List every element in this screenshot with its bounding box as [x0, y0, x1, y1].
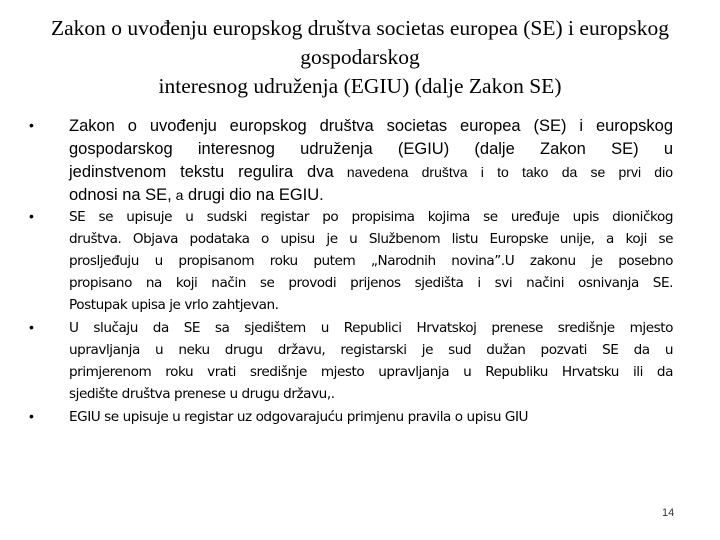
bullet-1-line-4-b: a [171, 187, 184, 203]
bullet-3-line-1: U slučaju da SE sa sjedištem u Republici Hrvatskoj prenese središnje mjesto [69, 320, 673, 336]
title-line-1: Zakon o uvođenju europskog društva societas europea (SE) i europskog [51, 16, 669, 40]
slide-title [30, 14, 690, 101]
bullet-marker: • [29, 117, 34, 133]
title-line-2: gospodarskog [300, 45, 420, 69]
bullet-marker: • [29, 319, 34, 335]
bullet-1-line-4-a: odnosi na SE, [69, 186, 172, 204]
bullet-3-line-3: primjerenom roku vrati središnje mjesto upravljanja u Republiku Hrvatsku ili da [69, 364, 673, 380]
bullet-item-3 [69, 317, 673, 405]
title-line-3: interesnog udruženja (EGIU) (dalje Zakon SE) [158, 74, 562, 98]
bullet-1-line-4 [69, 184, 673, 207]
bullet-item-2 [69, 206, 673, 316]
bullet-1-line-1: Zakon o uvođenju europskog društva societas europea (SE) i europskog [69, 117, 673, 135]
bullet-1-line-3-a: jedinstvenom tekstu regulira dva [69, 163, 334, 181]
bullet-1-line-3 [69, 161, 673, 184]
bullet-4-line-1: EGIU se upisuje u registar uz odgovarajuću primjenu pravila o upisu GIU [69, 409, 529, 425]
bullet-3-line-4: sjedište društva prenese u drugu državu,. [69, 386, 335, 402]
bullet-3-line-2: upravljanja u neku drugu državu, registarski je sud dužan pozvati SE da u [69, 342, 673, 358]
bullet-marker: • [29, 408, 34, 424]
bullet-1-line-4-c: drugi dio na EGIU. [183, 186, 324, 204]
bullet-2-line-2: društva. Objava podataka o upisu je u Službenom listu Europske unije, a koji se [69, 231, 673, 247]
bullet-2-line-4: propisano na koji način se provodi prijenos sjedišta i svi načini osnivanja SE. [69, 275, 673, 291]
bullet-item-1 [69, 115, 673, 207]
bullet-item-4 [69, 406, 673, 428]
bullet-1-line-2: gospodarskog interesnog udruženja (EGIU) (dalje Zakon SE) u [69, 140, 673, 158]
bullet-2-line-1: SE se upisuje u sudski registar po propisima kojima se uređuje upis dioničkog [69, 209, 673, 225]
bullet-2-line-3: prosljeđuju u propisanom roku putem „Narodnih novina”.U zakonu je posebno [69, 253, 673, 269]
page-number: 14 [662, 507, 675, 519]
bullet-2-line-5: Postupak upisa je vrlo zahtjevan. [69, 297, 279, 313]
bullet-1-line-3-b: navedena društva i to tako da se prvi dio [333, 164, 673, 180]
bullet-marker: • [29, 208, 34, 224]
